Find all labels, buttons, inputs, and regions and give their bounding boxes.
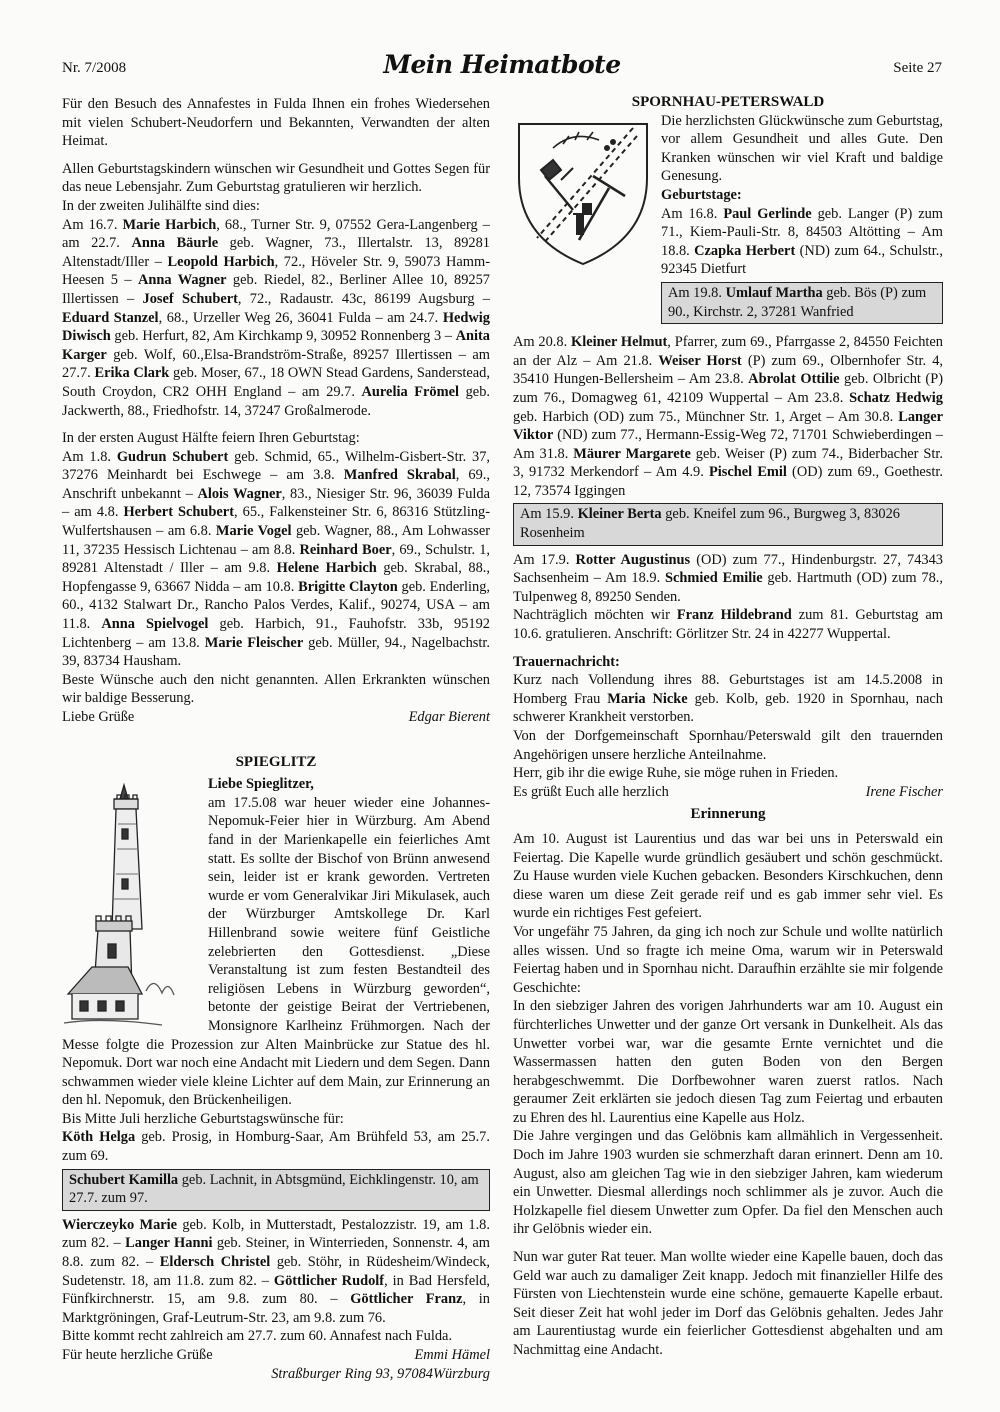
masthead-title: Mein Heimatbote [383, 50, 621, 79]
entry-details: , Pfarrer, zum 69., Pfarrgasse 2, 84550 Feichten an der Alz – Am 21.8. [513, 334, 943, 369]
entry-details: , 72., Radaustr. 43c, 86199 Augsburg – [237, 290, 490, 307]
paragraph: Für den Besuch des Annafestes in Fulda Ihnen ein frohes Wiedersehen mit vielen Schubert-Neudorfern und Bekannten, Verwandten der alten Heimat. [62, 96, 490, 150]
person-name: Paul Gerlinde [723, 205, 812, 222]
entry-details: geb. Riedel, 82., Berliner Allee 10, 89257 Illertissen – [62, 272, 490, 307]
greeting: Es grüßt Euch alle herzlich [513, 783, 669, 800]
entry-details: geb. Kolb, in Mutterstadt, Pestalozzistr. 19, am 1.8. zum 82. – [62, 1216, 490, 1252]
signature: Emmi Hämel [414, 1347, 490, 1363]
entry-details: geb. Herfurt, 82, Am Kirchkamp 9, 30952 Ronnenberg 3 – [110, 328, 456, 345]
entry-details: , 68., Turner Str. 9, 07552 Gera-Langenberg – am 22.7. [62, 216, 490, 252]
entry-details: , 69., Schulstr. 1, 89281 Altenstadt / Iller – am 9.8. [62, 541, 490, 577]
left-column [62, 95, 490, 1383]
person-name: Josef Schubert [142, 290, 238, 307]
entry-details: (P) zum 69., Olbernhofer Str. 4, 35410 Hungen-Bellersheim – Am 23.8. [513, 352, 944, 388]
paragraph: Am 10. August ist Laurentius und das war bei uns in Peterswald ein Feiertag. Die Kapelle wurde gründlich gesäubert und schön geschmückt. Zu Hause wurden viele Kuchen gebacken. Besonders Kirschkuchen, denn diese waren um diese Zeit gerade reif und es gab immer sehr viel. Es wurde ein richtiges Fest gefeiert. [513, 830, 943, 922]
entry-details: geb. Schmid, 65., Wilhelm-Gisbert-Str. 37, 37276 Meinhardt bei Eschwege – am 3.8. [62, 448, 490, 484]
entry-details: , in Marktgröningen, Graf-Leutrum-Str. 23, am 9.8. zum 76. [62, 1291, 491, 1326]
entry-details: , 65., Falkensteiner Str. 6, 86316 Stützling-Wulfertshausen – am 6.8. [62, 504, 491, 540]
entry-details: (ND) zum 77., Hermann-Essig-Weg 72, 71701 Schwieberdingen – Am 31.8. [513, 427, 943, 462]
paragraph: In der ersten August Hälfte feiern Ihren Geburtstag: [62, 430, 360, 447]
person-name: Alois Wagner [197, 485, 282, 502]
paragraph: Kurz nach Vollendung ihres 88. Geburtstages ist am 14.5.2008 in Homberg Frau Maria Nicke geb. Kolb, geb. 1920 in Spornhau, nach schwerer Krankheit verstorben. [513, 672, 944, 726]
signature-address: Straßburger Ring 93, 97084Würzburg [271, 1365, 490, 1382]
paragraph: Bitte kommt recht zahlreich am 27.7. zum 60. Annafest nach Fulda. [62, 1328, 453, 1345]
paragraph: Nun war guter Rat teuer. Man wollte wieder eine Kapelle bauen, doch das Geld war auch zu damaliger Zeit knapp. Jedoch mit finanzieller Hilfe des Fürsten von Liechtenstein wurde eine schöne, gemauerte Kapelle erbaut. Seit dieser Zeit hat wohl jeder im Dorf das Gelöbnis gehalten. Jedes Jahr am Laurentiustag wurde ein feierlicher Gottesdienst abgehalten und am Nachmittag eine Andacht. [513, 1249, 943, 1358]
right-column [513, 93, 943, 1360]
entry-details: geb. Moser, 67., 18 OWN Stead Gardens, Sanderstead, South Croydon, CR2 OHH England – am 29.7. [62, 365, 490, 400]
entry-details: geb. Weiser (P) zum 74., Biderbacher Str. 3, 91732 Merkendorf – Am 4.9. [513, 445, 943, 481]
person-name: Reinhard Boer [299, 541, 392, 558]
greeting: Für heute herzliche Grüße [62, 1347, 213, 1363]
signature-line [62, 708, 490, 727]
paragraph: Die Jahre vergingen und das Gelöbnis kam allmählich in Vergessenheit. Doch im Jahre 1903 wurden sie schmerzhaft daran erinnert. Denn am 10. August, also am gleichen Tag wie in den siebziger Jahren, kam wiederum ein Unwetter. Diesmal allerdings noch schlimmer als je zuvor. Auch die Holzkapelle fiel diesem Unwetter zum Opfer. Da fiel den Menschen auch ihr Gelöbnis wieder ein. [513, 1128, 943, 1238]
entry-details: geb. Jackwerth, 88., Friedhofstr. 14, 37247 Großalmerode. [62, 383, 490, 419]
signature-line [513, 783, 943, 802]
person-name: Eduard Stanzel [62, 309, 159, 326]
person-name: Eldersch Christel [159, 1254, 271, 1271]
person-name: Wierczeyko Marie [62, 1216, 178, 1233]
entry-details: (ND) zum 64., Schulstr., 92345 Dietfurt [661, 242, 943, 278]
entry-prefix: Am 16.8. [661, 205, 724, 222]
person-name: Abrolat Ottilie [748, 371, 840, 388]
person-name: Langer Hanni [125, 1235, 213, 1252]
person-name: Aurelia Frömel [361, 383, 459, 400]
person-name: Rotter Augustinus [575, 551, 691, 568]
page-number: Seite 27 [893, 60, 942, 76]
birthday-list-2 [513, 333, 943, 500]
paragraph: In den siebziger Jahren des vorigen Jahrhunderts war am 10. August ein fürchterliches Unwetter und der ganze Ort versank in Dunkelheit. Als das Unwetter vorbei war, war die gesamte Ernte vernichtet und die Wassermassen hatten den guten Boden von den Bergen herabgeschwemmt. Die Dorfbewohner waren zuerst ratlos. Nach geraumer Zeit erklärten sie jedoch diesen Tag zum Feiertag und erbauten zu Ehren des hl. Laurentius eine Kapelle aus Holz. [513, 998, 943, 1126]
entry-details: , in Bad Hersfeld, Fünfkirchnerstr. 15, am 9.8. zum 80. – [62, 1272, 490, 1308]
person-name: Helene Harbich [276, 560, 377, 577]
person-name: Anita Karger [62, 328, 490, 363]
person-name: Manfred Skrabal [343, 467, 456, 484]
paragraph: Nachträglich möchten wir Franz Hildebrand zum 81. Geburtstag am 10.6. gratulieren. Anschrift: Görlitzer Str. 24 in 42277 Wuppertal. [513, 607, 943, 643]
person-name: Anna Spielvogel [101, 616, 209, 633]
entry-details: geb. Müller, 94., Nagelbachstr. 39, 83734 Hausham. [62, 634, 490, 670]
paragraph: am 17.5.08 war heuer wieder eine Johannes-Nepomuk-Feier hier in Würzburg. Am Abend fand in der Marienkapelle ein feierliches Amt statt. Es sollte der Bischof von Brünn anwesend sein, leider ist er krank geworden. Vertreten wurde er vom Generalvikar Jiri Mikulasek, auch der Würzburger Amtskollege Dr. Karl Hillenbrand sowie weitere fünf Geistliche zelebrierten den Gottesdienst. „Diese Veranstaltung ist zum festen Bestandteil des religiösen Lebens in Würzburg geworden“, betonte der geistige Beirat der Vertriebenen, Monsignore Karlheinz Frühmorgen. Nach der Messe folgte die Prozession zur Alten Mainbrücke zur Statue des hl. Nepomuk. Dort war noch eine Andacht mit Liedern und dem Segen. Dann schwammen wieder viele kleine Lichter auf dem Main, zur Erinnerung an den hl. Nepomuk, den Brückenheiligen. [62, 794, 491, 1109]
person-name: Anna Bäurle [131, 235, 219, 252]
entry-details: , 69., Anschrift unbekannt – [62, 467, 490, 502]
person-name: Marie Harbich [122, 216, 217, 233]
person-name: Mäurer Margarete [573, 445, 691, 462]
paragraph: Allen Geburtstagskindern wünschen wir Gesundheit und Gottes Segen für das neue Lebensjahr. Zum Geburtstag gratulieren wir herzlich. [62, 160, 490, 196]
entry-details: geb. Wagner, 88., Am Lohwasser 11, 37235 Hessisch Lichtenau – am 8.8. [62, 523, 490, 558]
signature: Edgar Bierent [408, 709, 490, 725]
entry-details: geb. Skrabal, 88., Hopfengasse 9, 63667 Nidda – am 10.8. [62, 560, 490, 595]
entry-details: , 83., Niesiger Str. 96, 36039 Fulda – am 4.8. [62, 485, 490, 521]
page-header [62, 50, 942, 90]
person-name: Langer Viktor [513, 408, 943, 444]
entry-details: geb. Steiner, in Winterrieden, Sonnenstr. 4, am 8.8. zum 82. – [62, 1235, 490, 1271]
person-name: Pischel Emil [709, 464, 787, 481]
person-name: Herbert Schubert [123, 504, 234, 521]
subheading: Geburtstage: [661, 186, 742, 203]
section-title: SPORNHAU-PETERSWALD [631, 94, 825, 110]
tower-illustration [62, 779, 202, 1029]
person-name: Göttlicher Rudolf [273, 1272, 385, 1289]
entry-details: (OD) zum 69., Goethestr. 12, 73574 Iggingen [513, 464, 943, 499]
paragraph: Bis Mitte Juli herzliche Geburtstagswünsche für: [62, 1110, 344, 1127]
birthday-list-august [62, 448, 490, 671]
entry-details: geb. Harbich, 91., Fauhofstr. 33b, 95192 Lichtenberg – am 13.8. [62, 616, 490, 651]
coat-of-arms-illustration [513, 118, 653, 268]
person-name: Czapka Herbert [694, 242, 796, 259]
person-name: Anna Wagner [137, 272, 227, 289]
paragraph: In der zweiten Julihälfte sind dies: [62, 197, 260, 214]
person-name: Schatz Hedwig [849, 389, 943, 406]
entry-details: geb. Wolf, 60.,Elsa-Brandström-Straße, 89257 Illertissen – am 27.7. [62, 346, 490, 382]
person-name: Weiser Horst [658, 352, 742, 369]
highlight-box: Am 15.9. Kleiner Berta geb. Kneifel zum 96., Burgweg 3, 83026 Rosenheim [513, 503, 943, 545]
paragraph: Von der Dorfgemeinschaft Spornhau/Peterswald gilt den trauernden Angehörigen unsere herzliche Anteilnahme. [513, 728, 943, 763]
salutation: Liebe Spieglitzer, [208, 776, 314, 793]
paragraph: Die herzlichsten Glückwünsche zum Geburtstag, vor allem Gesundheit und alles Gute. Den Kranken wünschen wir viel Kraft und baldige Genesung. [661, 112, 943, 185]
signature: Irene Fischer [865, 783, 943, 800]
entry-details: geb. Enderling, 60., 4132 Stalwart Dr., Rancho Palos Verdes, Kalif., 90274, USA – am 11.8. [62, 578, 491, 633]
person-name: Leopold Harbich [167, 253, 275, 270]
paragraph: Herr, gib ihr die ewige Ruhe, sie möge ruhen in Frieden. [513, 765, 839, 782]
entry-prefix: Am 20.8. [513, 334, 572, 351]
person-name: Hedwig Diwisch [62, 309, 490, 345]
paragraph: Vor ungefähr 75 Jahren, da ging ich noch zur Schule und wollte natürlich alles wissen. Und so fragte ich meine Oma, warum wir in Peterswald Feiertag haben und in Spornhau nicht. Daraufhin erzählte sie mir folgende Geschichte: [513, 923, 943, 996]
entry-details: geb. Langer (P) zum 71., Kiem-Pauli-Str. 8, 84503 Altötting – Am 18.8. [661, 205, 943, 259]
entry-details: , 72., Höveler Str. 9, 59073 Hamm-Heesen 5 – [62, 253, 490, 289]
subheading: Trauernachricht: [513, 653, 620, 670]
entry-prefix: Am 1.8. [62, 448, 117, 465]
person-name: Gudrun Schubert [116, 448, 229, 465]
person-name: Marie Vogel [215, 523, 292, 540]
birthday-list-spieglitz [62, 1216, 490, 1328]
entry-details: geb. Wagner, 73., Illertalstr. 13, 89281 Altenstadt/Iller – [62, 235, 490, 270]
person-name: Kleiner Helmut [571, 334, 668, 351]
person-name: Göttlicher Franz [350, 1291, 463, 1308]
section-title: Erinnerung [690, 806, 766, 823]
entry-details: geb. Olbricht (P) zum 76., Domagweg 61, 42109 Wuppertal – Am 23.8. [513, 371, 943, 406]
entry-prefix: Am 16.7. [62, 216, 123, 233]
highlight-box: Am 19.8. Umlauf Martha geb. Bös (P) zum 90., Kirchstr. 2, 37281 Wanfried [661, 282, 943, 324]
person-name: Erika Clark [94, 365, 170, 382]
person-name: Brigitte Clayton [298, 578, 398, 595]
birthday-list-3 [513, 551, 943, 607]
issue-number: Nr. 7/2008 [62, 60, 127, 76]
person-name: Marie Fleischer [204, 634, 304, 651]
entry-prefix: Am 17.9. [513, 551, 576, 568]
paragraph: Beste Wünsche auch den nicht genannten. Allen Erkrankten wünschen wir baldige Besserung. [62, 671, 490, 707]
birthday-entry: Köth Helga geb. Prosig, in Homburg-Saar, Am Brühfeld 53, am 25.7. zum 69. [62, 1129, 490, 1165]
greeting: Liebe Grüße [62, 709, 135, 725]
section-title: SPIEGLITZ [235, 753, 317, 770]
entry-details: geb. Harbich (OD) zum 75., Münchner Str. 1, Arget – Am 30.8. [513, 408, 899, 425]
person-name: Schmied Emilie [665, 570, 763, 587]
entry-details: geb. Stöhr, in Rüdesheim/Windeck, Sudetenstr. 18, am 11.8. zum 82. – [62, 1254, 490, 1289]
signature-line [62, 1346, 490, 1365]
birthday-list-july [62, 216, 490, 421]
entry-details: geb. Hartmuth (OD) zum 78., Tulpenweg 8, 89250 Senden. [513, 570, 943, 605]
entry-details: (OD) zum 77., Hindenburgstr. 27, 74343 Sachsenheim – Am 18.9. [513, 551, 943, 587]
entry-details: , 68., Urzeller Weg 26, 36041 Fulda – am 24.7. [158, 309, 443, 326]
highlight-box: Schubert Kamilla geb. Lachnit, in Abtsgmünd, Eichklingenstr. 10, am 27.7. zum 97. [62, 1169, 490, 1211]
